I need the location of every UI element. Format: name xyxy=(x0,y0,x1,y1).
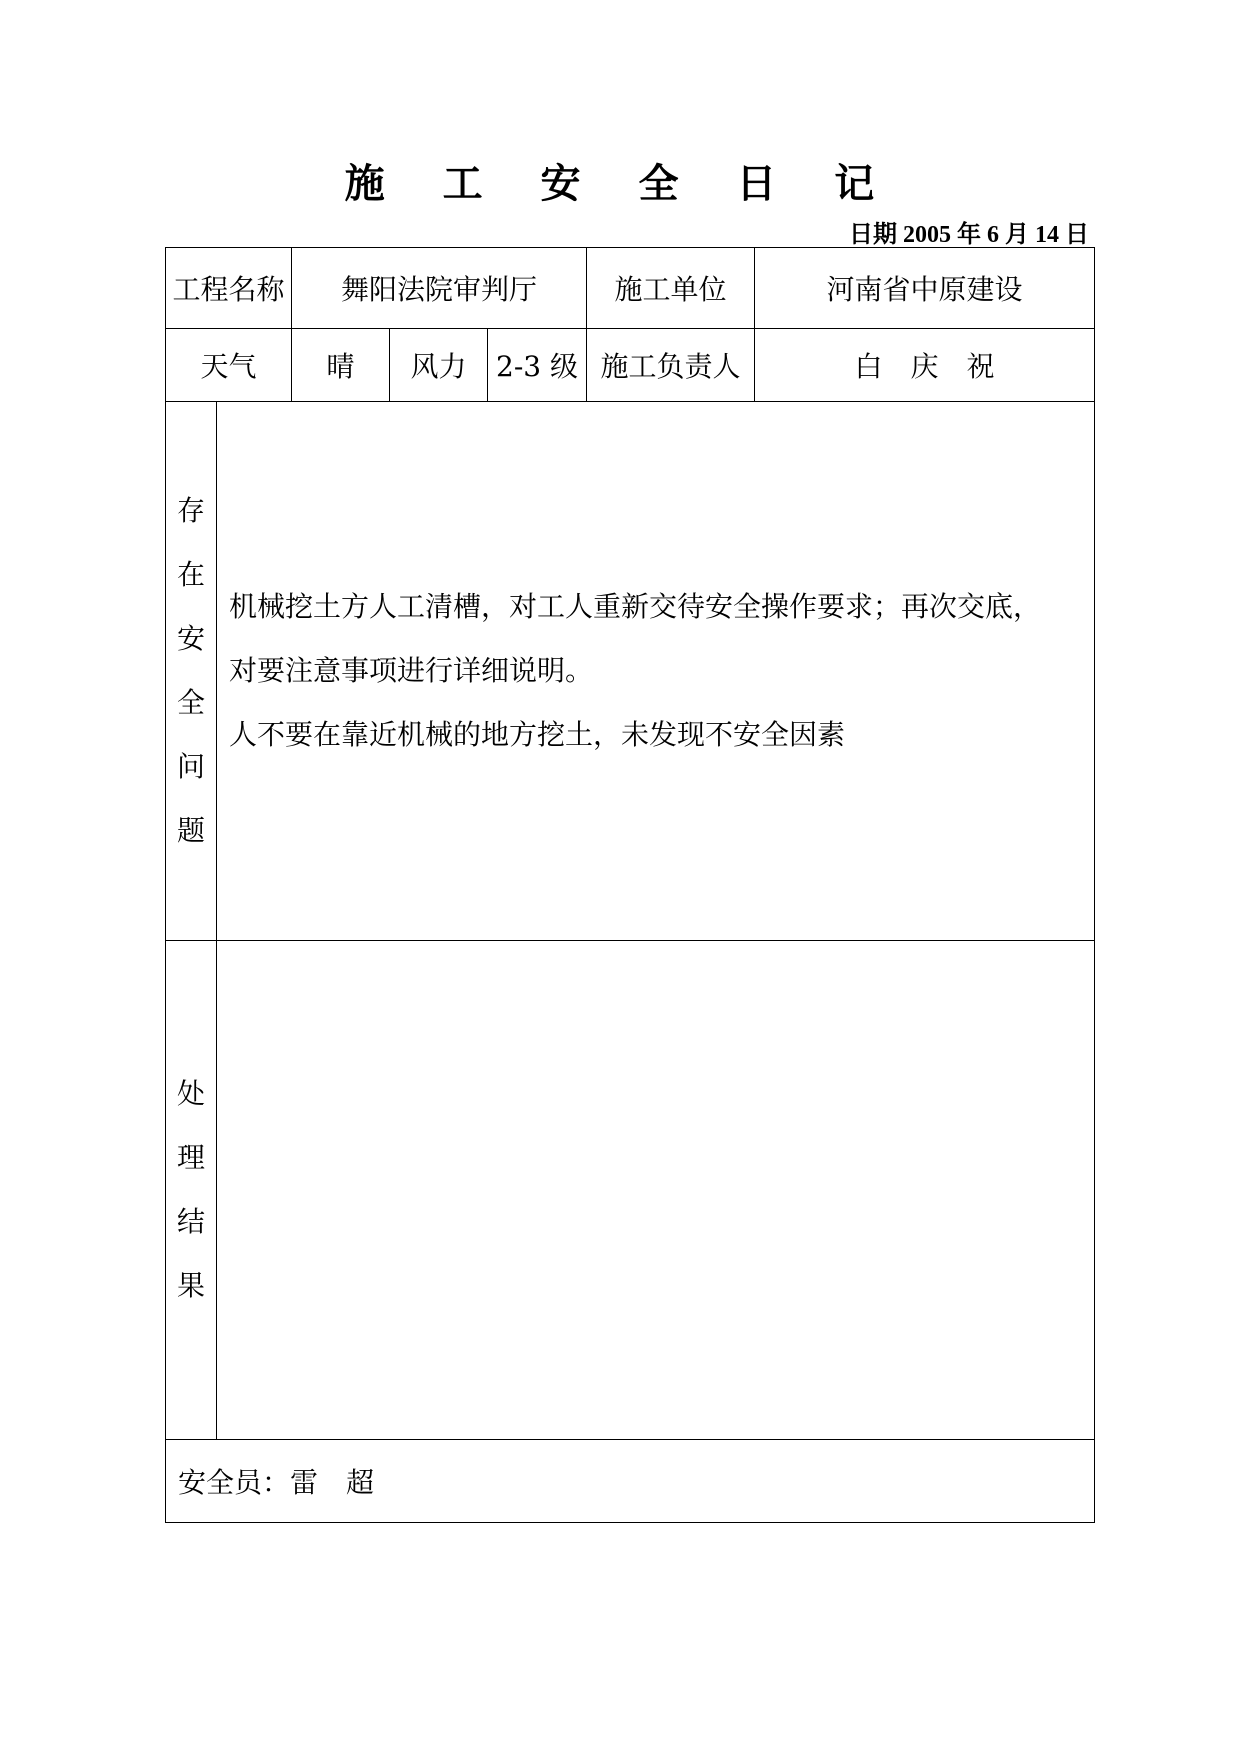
issues-label-char: 安 xyxy=(176,622,205,655)
result-label-char: 理 xyxy=(176,1141,205,1174)
wind-value: 2-3 级 xyxy=(488,329,587,402)
diary-table xyxy=(165,247,1095,1523)
project-value: 舞阳法院审判厅 xyxy=(292,248,587,329)
issues-row xyxy=(166,402,1095,941)
wind-label: 风力 xyxy=(390,329,488,402)
result-content xyxy=(217,941,1095,1440)
contractor-value: 河南省中原建设 xyxy=(755,248,1095,329)
issues-line: 对要注意事项进行详细说明。 xyxy=(229,654,594,687)
project-label: 工程名称 xyxy=(166,248,292,329)
result-label-char: 处 xyxy=(176,1077,205,1110)
result-row xyxy=(166,941,1095,1440)
contractor-label: 施工单位 xyxy=(587,248,755,329)
issues-line: 机械挖土方人工清槽，对工人重新交待安全操作要求；再次交底， xyxy=(229,590,1042,623)
issues-content xyxy=(217,402,1095,941)
result-label-char: 果 xyxy=(176,1269,205,1302)
manager-label: 施工负责人 xyxy=(587,329,755,402)
weather-value: 晴 xyxy=(292,329,390,402)
project-row xyxy=(166,248,1095,329)
date-line: 日期 2005 年 6 月 14 日 xyxy=(849,222,1089,248)
result-label xyxy=(166,941,217,1440)
page-title: 施 工 安 全 日 记 xyxy=(344,160,897,207)
manager-value: 白 庆 祝 xyxy=(755,329,1095,402)
issues-label-char: 题 xyxy=(176,814,205,847)
weather-row xyxy=(166,329,1095,402)
result-label-char: 结 xyxy=(176,1205,205,1238)
issues-label-char: 全 xyxy=(176,686,205,719)
officer-row xyxy=(166,1440,1095,1523)
issues-label-char: 问 xyxy=(176,750,205,783)
issues-line: 人不要在靠近机械的地方挖土，未发现不安全因素 xyxy=(229,718,846,751)
issues-label-char: 在 xyxy=(176,558,205,591)
issues-label-char: 存 xyxy=(176,494,205,527)
weather-label: 天气 xyxy=(166,329,292,402)
safety-officer: 安全员：雷 超 xyxy=(166,1440,1095,1523)
issues-label xyxy=(166,402,217,941)
